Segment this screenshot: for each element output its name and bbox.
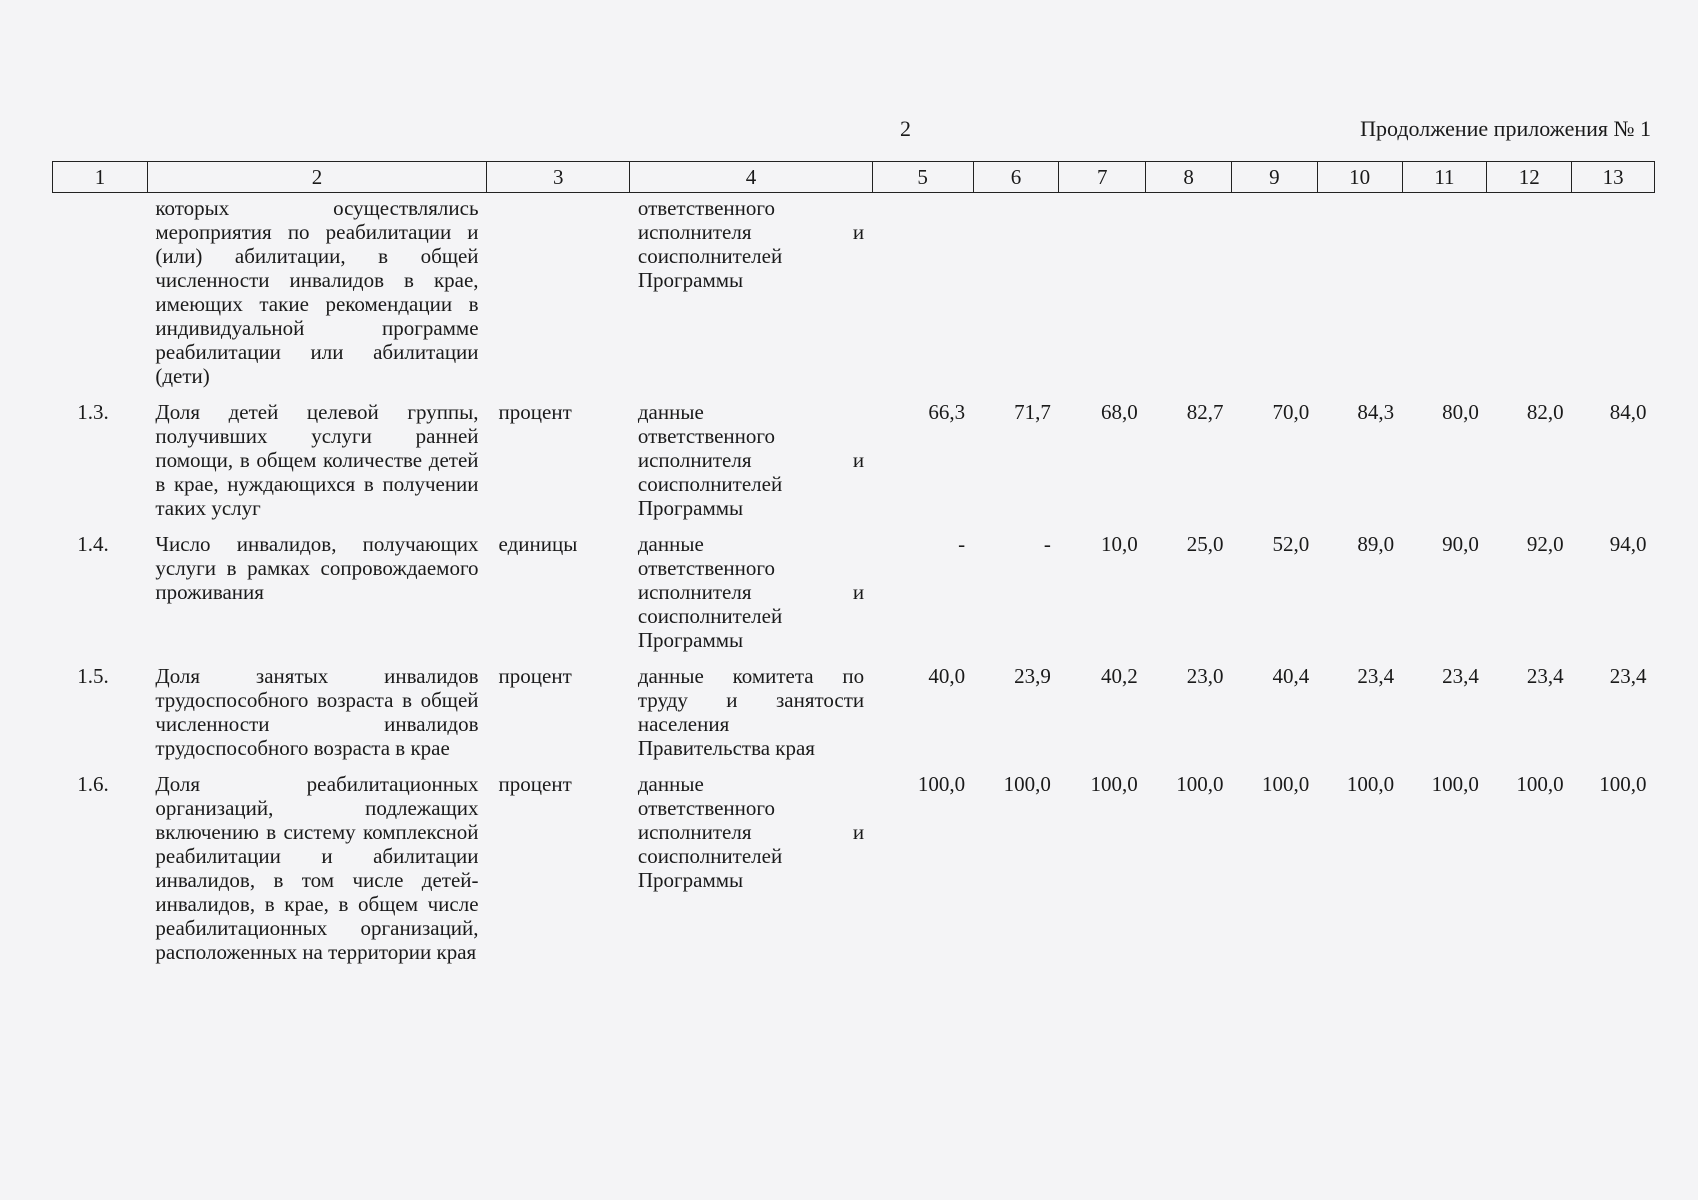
row-number: 1.4. [77, 532, 109, 556]
unit: единицы [498, 532, 578, 556]
data-source: данные ответственного исполнителя и соисполнителей Программы [637, 772, 865, 892]
indicator-name: Доля занятых инвалидов трудоспособного возраста в общей численности инвалидов трудоспособного возраста в крае [155, 664, 479, 760]
value-cell: 40,2 [1100, 664, 1138, 688]
value-cell: 100,0 [1516, 772, 1564, 796]
column-header: 4 [630, 162, 872, 193]
indicator-name: Доля детей целевой группы, получивших услуги ранней помощи, в общем количестве детей в крае, нуждающихся в получении таких услуг [155, 400, 479, 520]
column-header: 7 [1059, 162, 1146, 193]
column-header: 8 [1146, 162, 1232, 193]
value-cell: 100,0 [1003, 772, 1051, 796]
row-number: 1.3. [77, 400, 109, 424]
column-header: 9 [1231, 162, 1317, 193]
value-cell: 84,3 [1357, 400, 1395, 424]
value-cell: 71,7 [1014, 400, 1051, 424]
value-cell: 90,0 [1442, 532, 1479, 556]
value-cell: 92,0 [1526, 532, 1564, 556]
value-cell: 100,0 [917, 772, 966, 796]
data-source: данные ответственного исполнителя и соисполнителей Программы [637, 400, 865, 520]
indicator-name: которых осуществлялись мероприятия по реабилитации и (или) абилитации, в общей численности инвалидов в крае, имеющих такие рекомендации в индивидуальной программе реабилитации или абилитации (дети) [155, 196, 479, 388]
value-cell: 100,0 [1346, 772, 1395, 796]
table-row [53, 400, 1655, 532]
table-row [53, 532, 1655, 664]
indicator-name: Число инвалидов, получающих услуги в рамках сопровождаемого проживания [155, 532, 479, 604]
unit: процент [498, 400, 572, 424]
table-row [53, 664, 1655, 772]
value-cell: 23,4 [1526, 664, 1564, 688]
data-source: данные комитета по труду и занятости населения Правительства края [637, 664, 865, 760]
data-source: ответственного исполнителя и соисполнителей Программы [637, 196, 865, 292]
value-cell: 100,0 [1599, 772, 1647, 796]
column-header: 13 [1572, 162, 1655, 193]
indicator-name: Доля реабилитационных организаций, подлежащих включению в систему комплексной реабилитации и абилитации инвалидов, в том числе детей-инвалидов, в крае, в общем числе реабилитационных организаций, расположенных на территории края [155, 772, 479, 964]
column-header: 11 [1402, 162, 1487, 193]
value-cell: 25,0 [1186, 532, 1224, 556]
value-cell: 23,4 [1442, 664, 1479, 688]
table-row-continued [53, 193, 1655, 401]
row-number: 1.5. [77, 664, 109, 688]
value-cell: 94,0 [1609, 532, 1647, 556]
value-cell: 100,0 [1176, 772, 1224, 796]
row-number: 1.6. [77, 772, 109, 796]
column-header: 1 [53, 162, 148, 193]
unit: процент [498, 772, 572, 796]
value-cell: 82,7 [1186, 400, 1224, 424]
page-number: 2 [900, 116, 911, 141]
column-header: 10 [1317, 162, 1402, 193]
value-cell: 40,0 [928, 664, 966, 688]
value-cell: 23,4 [1609, 664, 1647, 688]
unit: процент [498, 664, 572, 688]
column-header: 12 [1487, 162, 1572, 193]
value-cell: 100,0 [1262, 772, 1310, 796]
value-cell: 100,0 [1090, 772, 1138, 796]
value-cell: 70,0 [1272, 400, 1310, 424]
value-cell: 52,0 [1272, 532, 1310, 556]
value-cell: 10,0 [1100, 532, 1138, 556]
value-cell: 82,0 [1526, 400, 1564, 424]
value-cell: 66,3 [928, 400, 966, 424]
value-cell: 40,4 [1272, 664, 1310, 688]
value-cell: 23,0 [1186, 664, 1224, 688]
value-cell: 23,9 [1014, 664, 1051, 688]
continuation-heading: Продолжение приложения № 1 [1360, 116, 1651, 141]
table-row [53, 772, 1655, 976]
value-cell: 68,0 [1100, 400, 1138, 424]
column-header: 3 [487, 162, 630, 193]
column-header: 5 [872, 162, 973, 193]
value-cell: 23,4 [1357, 664, 1395, 688]
value-cell: 84,0 [1609, 400, 1647, 424]
value-cell: 100,0 [1431, 772, 1479, 796]
value-cell: - [1043, 532, 1051, 556]
value-cell: 80,0 [1442, 400, 1479, 424]
indicators-table [52, 161, 1655, 976]
column-header: 2 [147, 162, 486, 193]
value-cell: - [958, 532, 966, 556]
data-source: данные ответственного исполнителя и соисполнителей Программы [637, 532, 865, 652]
value-cell: 89,0 [1357, 532, 1395, 556]
column-header: 6 [973, 162, 1059, 193]
column-number-row [53, 162, 1655, 193]
